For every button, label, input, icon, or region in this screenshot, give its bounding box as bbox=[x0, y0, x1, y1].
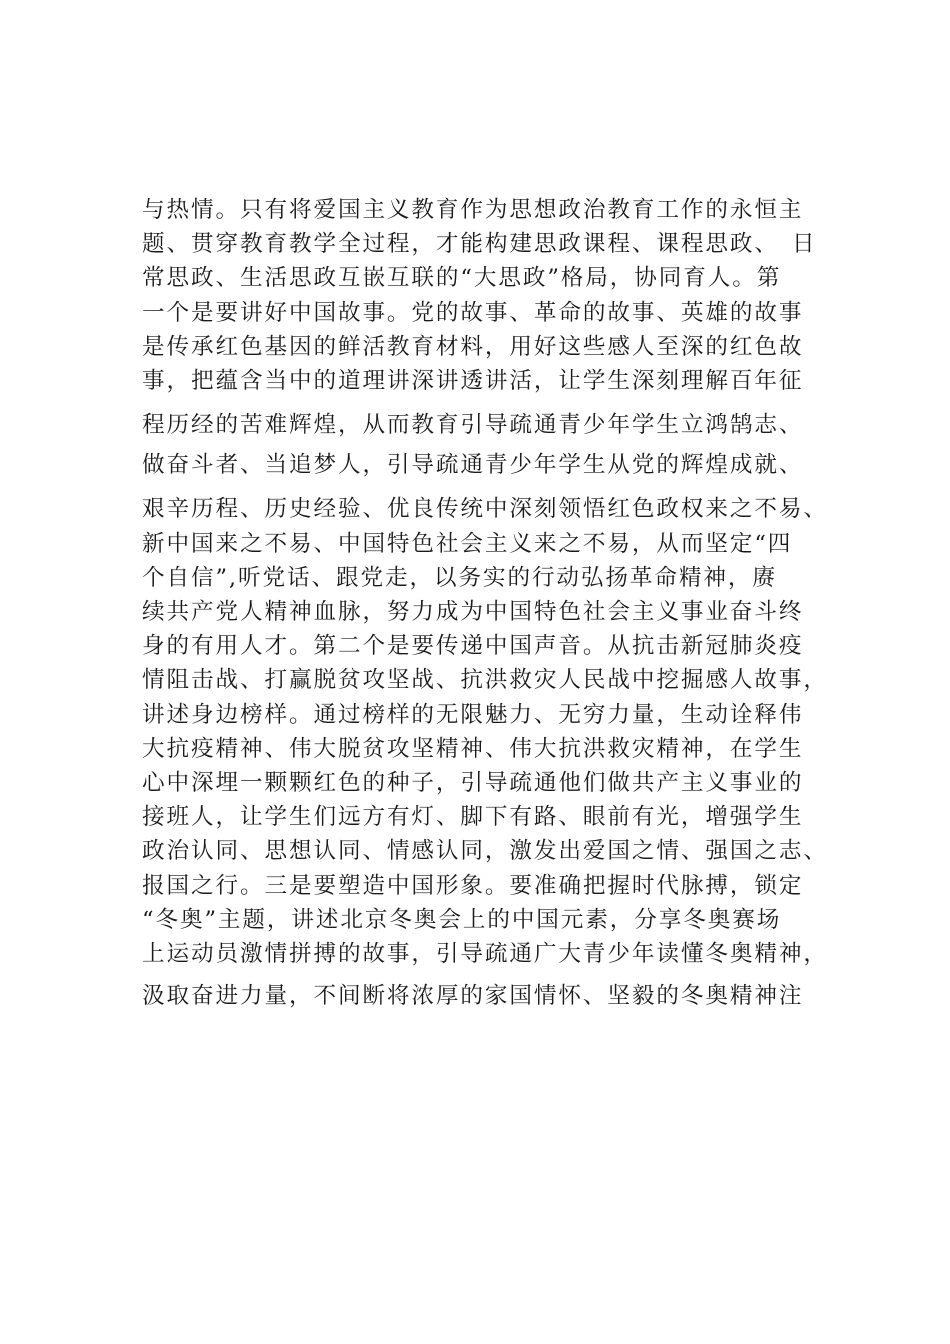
text-line-9: 艰辛历程、历史经验、优良传统中深刻领悟红色政权来之不易、 bbox=[142, 496, 828, 522]
text-line-2: 题、贯穿教育教学全过程，才能构建思政课程、课程思政、 日 bbox=[142, 231, 817, 257]
text-line-1: 与热情。只有将爱国主义教育作为思想政治教育工作的永恒主 bbox=[142, 197, 804, 223]
text-line-20: 报国之行。三是要塑造中国形象。要准确把握时代脉搏，锁定 bbox=[142, 873, 804, 899]
text-line-7: 程历经的苦难辉煌，从而教育引导疏通青少年学生立鸿鹄志、 bbox=[142, 412, 804, 438]
text-line-4: 一个是要讲好中国故事。党的故事、革命的故事、英雄的故事 bbox=[142, 300, 804, 326]
text-line-16: 大抗疫精神、伟大脱贫攻坚精神、伟大抗洪救灾精神，在学生 bbox=[142, 736, 804, 762]
text-line-15: 讲述身边榜样。通过榜样的无限魅力、无穷力量，生动诠释伟 bbox=[142, 702, 804, 728]
text-line-6: 事，把蕴含当中的道理讲深讲透讲活，让学生深刻理解百年征 bbox=[142, 368, 804, 394]
text-line-19: 政治认同、思想认同、情感认同，激发出爱国之情、强国之志、 bbox=[142, 838, 828, 864]
text-line-8: 做奋斗者、当追梦人，引导疏通青少年学生从党的辉煌成就、 bbox=[142, 452, 804, 478]
text-line-23: 汲取奋进力量，不间断将浓厚的家国情怀、坚毅的冬奥精神注 bbox=[142, 983, 804, 1009]
text-line-17: 心中深埋一颗颗红色的种子，引导疏通他们做共产主义事业的 bbox=[142, 770, 804, 796]
text-line-21: “冬奥”主题，讲述北京冬奥会上的中国元素，分享冬奥赛场 bbox=[142, 907, 782, 933]
text-line-11: 个自信”,听党话、跟党走，以务实的行动弘扬革命精神，赓 bbox=[142, 565, 777, 591]
text-line-12: 续共产党人精神血脉，努力成为中国特色社会主义事业奋斗终 bbox=[142, 599, 804, 625]
text-line-14: 情阻击战、打赢脱贫攻坚战、抗洪救灾人民战中挖掘感人故事， bbox=[142, 667, 828, 693]
text-line-3: 常思政、生活思政互嵌互联的“大思政”格局，协同育人。第 bbox=[142, 265, 782, 291]
text-line-22: 上运动员激情拼搏的故事，引导疏通广大青少年读懂冬奥精神， bbox=[142, 941, 828, 967]
text-line-13: 身的有用人才。第二个是要传递中国声音。从抗击新冠肺炎疫 bbox=[142, 633, 804, 659]
text-line-10: 新中国来之不易、中国特色社会主义来之不易，从而坚定“四 bbox=[142, 531, 793, 557]
text-line-5: 是传承红色基因的鲜活教育材料，用好这些感人至深的红色故 bbox=[142, 334, 804, 360]
text-line-18: 接班人，让学生们远方有灯、脚下有路、眼前有光，增强学生 bbox=[142, 804, 804, 830]
